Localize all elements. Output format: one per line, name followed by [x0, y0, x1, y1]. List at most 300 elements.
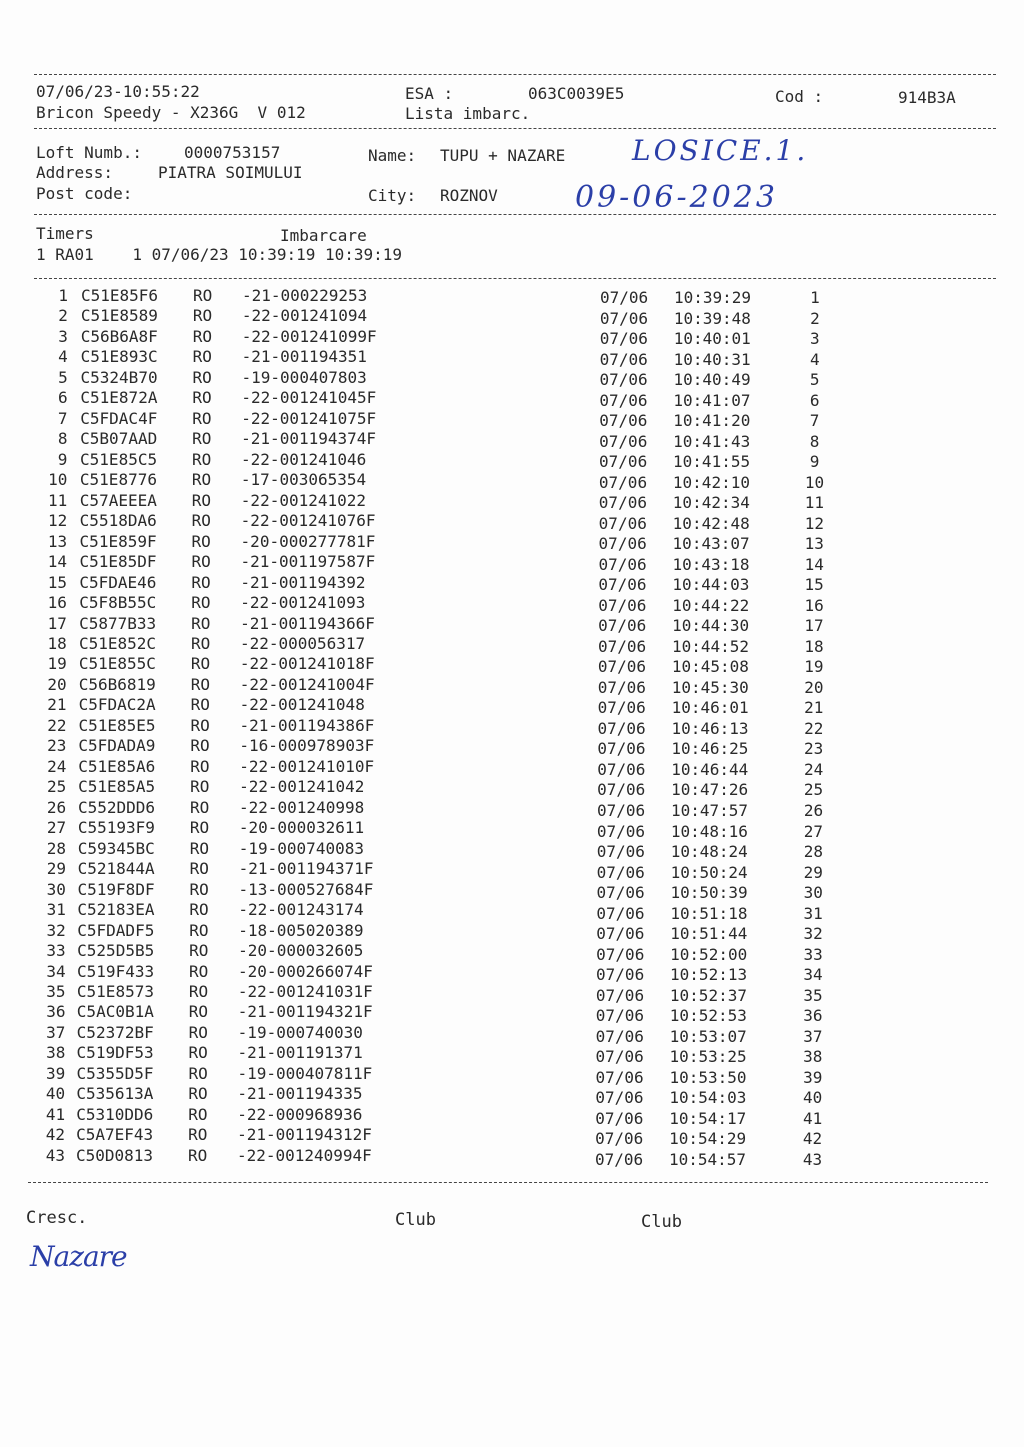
bird-number: 15 [47, 572, 67, 592]
bird-number: 10 [48, 470, 68, 490]
table-row [0, 347, 1024, 367]
club-label-2: Club [641, 1212, 682, 1232]
arrival-time: 10:39:29 [674, 288, 752, 307]
ring-number: -18-005020389 [238, 920, 364, 940]
arrival-date: 07/06 [596, 944, 645, 964]
country-code: RO [189, 838, 210, 858]
chip-id: C55193F9 [77, 818, 155, 838]
chip-id: C525D5B5 [77, 941, 155, 961]
table-row [0, 388, 1024, 408]
ring-number: -22-001241048 [239, 695, 365, 715]
ring-number: -20-000032611 [238, 818, 365, 838]
bird-number: 21 [47, 695, 67, 715]
country-code: RO [188, 1002, 209, 1022]
bird-number: 32 [46, 920, 66, 940]
country-code: RO [188, 1043, 208, 1063]
ring-number: -13-000527684F [238, 879, 374, 899]
chip-id: C5324B70 [80, 367, 158, 387]
arrival-date: 07/06 [599, 349, 648, 369]
ring-number: -20-000277781F [240, 531, 376, 551]
country-code: RO [192, 347, 212, 367]
arrival-time: 10:52:13 [670, 965, 748, 985]
bird-number: 28 [46, 838, 67, 858]
arrival-date: 07/06 [599, 308, 649, 328]
bird-number: 1 [58, 286, 68, 305]
rank: 13 [804, 534, 824, 554]
bird-number: 8 [57, 429, 68, 449]
table-row [0, 757, 1024, 777]
print-datetime: 07/06/23-10:55:22 [36, 82, 200, 101]
chip-id: C51E8589 [80, 306, 158, 326]
rank: 9 [809, 452, 820, 472]
rank: 11 [804, 493, 825, 513]
ring-number: -22-001241042 [239, 777, 365, 797]
rank: 4 [809, 349, 820, 369]
arrival-date: 07/06 [596, 883, 645, 903]
rank: 39 [803, 1067, 823, 1087]
ring-number: -22-001241075F [241, 408, 377, 428]
country-code: RO [191, 593, 211, 613]
bird-number: 30 [46, 879, 66, 899]
arrival-time: 10:42:48 [672, 513, 750, 533]
arrival-date: 07/06 [598, 493, 647, 513]
table-row [0, 920, 1024, 944]
city-value: ROZNOV [440, 186, 498, 205]
country-code: RO [191, 572, 211, 592]
rank: 23 [804, 739, 824, 759]
arrival-time: 10:51:44 [670, 924, 748, 944]
country-code: RO [191, 470, 212, 490]
table-row [0, 532, 1024, 552]
chip-id: C535613A [76, 1084, 154, 1104]
arrival-date: 07/06 [598, 595, 647, 615]
arrival-date: 07/06 [598, 554, 647, 574]
table-row [0, 470, 1024, 490]
chip-id: C5FDADF5 [77, 920, 155, 940]
arrival-date: 07/06 [599, 370, 648, 390]
bird-number: 43 [45, 1145, 65, 1165]
arrival-date: 07/06 [597, 677, 646, 697]
ring-number: -19-000740083 [238, 838, 364, 858]
arrival-time: 10:52:53 [669, 1006, 747, 1026]
rank: 22 [804, 718, 824, 738]
ring-number: -22-001241018F [239, 654, 375, 674]
table-row [0, 1063, 1024, 1087]
arrival-time: 10:41:07 [673, 390, 751, 410]
timer-line: 1 RA01 1 07/06/23 10:39:19 10:39:19 [36, 245, 403, 264]
arrival-time: 10:41:20 [673, 411, 751, 431]
arrival-time: 10:45:08 [671, 657, 749, 677]
table-row [0, 614, 1024, 634]
country-code: RO [192, 326, 213, 346]
chip-id: C5FDAC2A [78, 695, 156, 715]
country-code: RO [188, 1104, 208, 1124]
table-row [0, 327, 1024, 347]
ring-number: -22-001240998 [239, 797, 365, 817]
rank: 20 [804, 677, 824, 697]
chip-id: C51E8776 [79, 470, 157, 490]
chip-id: C51E8573 [76, 981, 154, 1001]
country-code: RO [190, 777, 210, 797]
arrival-time: 10:48:24 [670, 842, 748, 862]
arrival-date: 07/06 [597, 759, 646, 779]
rank: 21 [804, 698, 824, 718]
arrival-date: 07/06 [600, 288, 649, 307]
arrival-date: 07/06 [597, 636, 647, 656]
bird-number: 27 [46, 818, 67, 838]
rank: 33 [803, 944, 823, 964]
bird-number: 9 [57, 449, 68, 469]
country-code: RO [190, 695, 210, 715]
country-code: RO [191, 613, 211, 633]
ring-number: -21-000229253 [242, 286, 368, 305]
country-code: RO [188, 1084, 208, 1104]
bird-number: 14 [47, 552, 68, 572]
ring-number: -21-001194321F [237, 1002, 373, 1022]
arrival-time: 10:44:22 [672, 595, 750, 615]
ring-number: -22-001241031F [237, 981, 373, 1001]
country-code: RO [192, 306, 213, 326]
arrival-date: 07/06 [595, 1047, 644, 1067]
table-row [0, 961, 1024, 985]
arrival-time: 10:54:17 [669, 1108, 747, 1128]
bird-number: 23 [47, 736, 67, 756]
chip-id: C5518DA6 [79, 511, 157, 531]
arrival-time: 10:46:13 [671, 718, 749, 738]
chip-id: C52372BF [76, 1022, 154, 1042]
country-code: RO [189, 961, 209, 981]
table-row [0, 981, 1024, 1005]
country-code: RO [190, 797, 210, 817]
bird-number: 13 [47, 531, 68, 551]
rank: 37 [803, 1026, 823, 1046]
rank: 34 [803, 965, 823, 985]
table-row [0, 286, 1024, 306]
chip-id: C5B07AAD [80, 429, 158, 449]
table-row [0, 1084, 1024, 1108]
ring-number: -19-000407811F [237, 1063, 373, 1083]
table-row [0, 900, 1024, 923]
ring-number: -22-001241076F [240, 511, 376, 531]
chip-id: C519F8DF [77, 879, 155, 899]
chip-id: C519F433 [77, 961, 155, 981]
chip-id: C56B6819 [78, 674, 156, 694]
country-code: RO [189, 900, 209, 920]
country-code: RO [192, 367, 212, 387]
arrival-date: 07/06 [597, 718, 646, 738]
table-row [0, 409, 1024, 429]
arrival-date: 07/06 [599, 411, 648, 431]
arrival-date: 07/06 [596, 965, 645, 985]
chip-id: C51E852C [78, 633, 157, 653]
ring-number: -22-000968936 [237, 1104, 363, 1124]
ring-number: -21-001194371F [238, 859, 374, 879]
arrival-time: 10:52:00 [670, 944, 748, 964]
chip-id: C51E85A5 [78, 777, 156, 797]
bird-number: 42 [45, 1125, 66, 1145]
chip-id: C59345BC [77, 838, 155, 858]
bird-number: 5 [58, 367, 68, 387]
country-code: RO [190, 715, 210, 735]
table-row [0, 491, 1024, 511]
ring-number: -19-000407803 [241, 367, 367, 387]
ring-number: -21-001194374F [241, 429, 377, 449]
chip-id: C57AEEEA [79, 490, 157, 510]
chip-id: C5355D5F [76, 1063, 154, 1083]
country-code: RO [189, 859, 209, 879]
country-code: RO [191, 531, 211, 551]
arrival-time: 10:46:25 [671, 739, 749, 759]
chip-id: C52183EA [77, 900, 155, 920]
table-row [0, 593, 1024, 613]
ring-number: -22-001243174 [238, 900, 364, 920]
rank: 14 [804, 554, 824, 574]
table-row [0, 941, 1024, 964]
rank: 15 [804, 575, 824, 595]
country-code: RO [189, 818, 210, 838]
table-row [0, 879, 1024, 903]
country-code: RO [190, 736, 210, 756]
bird-number: 2 [58, 306, 68, 326]
rank: 32 [803, 924, 823, 944]
rank: 36 [803, 1006, 823, 1026]
chip-id: C521844A [77, 859, 155, 879]
bird-number: 29 [46, 859, 66, 879]
rank: 5 [809, 370, 820, 390]
arrival-time: 10:40:01 [673, 329, 751, 349]
bird-number: 18 [47, 633, 67, 653]
table-row [0, 1125, 1024, 1149]
arrival-time: 10:42:34 [672, 493, 750, 513]
arrival-date: 07/06 [597, 780, 646, 800]
table-row [0, 573, 1024, 593]
bird-number: 34 [46, 961, 66, 981]
chip-id: C51E85A6 [78, 756, 156, 776]
chip-id: C51E85DF [79, 552, 157, 572]
chip-id: C5FDADA9 [78, 736, 156, 756]
country-code: RO [192, 429, 212, 449]
arrival-date: 07/06 [597, 739, 646, 759]
table-row [0, 675, 1024, 695]
arrival-time: 10:53:07 [669, 1026, 747, 1046]
table-row [0, 450, 1024, 470]
bird-number: 40 [45, 1084, 66, 1104]
bird-number: 37 [46, 1022, 66, 1042]
header-divider [34, 128, 996, 129]
rank: 42 [802, 1129, 823, 1149]
table-row [0, 1002, 1024, 1026]
chip-id: C5F8B55C [79, 593, 157, 613]
arrival-date: 07/06 [597, 801, 646, 820]
table-row [0, 1022, 1024, 1046]
chip-id: C51E893C [80, 347, 158, 367]
loft-number-label: Loft Numb.: [36, 143, 142, 162]
chip-id: C50D0813 [75, 1145, 154, 1165]
table-row [0, 736, 1024, 759]
timers-title: Timers [36, 224, 94, 243]
bird-number: 39 [45, 1063, 66, 1083]
ring-number: -21-001194366F [240, 613, 375, 633]
country-code: RO [189, 920, 209, 940]
arrival-date: 07/06 [596, 924, 645, 944]
country-code: RO [189, 879, 209, 899]
esa-value: 063C0039E5 [528, 84, 625, 103]
arrival-time: 10:43:07 [672, 534, 750, 554]
bird-number: 7 [57, 408, 68, 428]
table-row [0, 695, 1024, 718]
rank: 28 [803, 842, 823, 862]
rank: 19 [804, 657, 824, 677]
country-code: RO [190, 633, 211, 653]
bird-number: 17 [47, 613, 67, 633]
country-code: RO [193, 286, 213, 305]
chip-id: C5FDAC4F [80, 408, 158, 428]
loft-divider [34, 214, 996, 215]
name-value: TUPU + NAZARE [440, 146, 566, 165]
loft-number-value: 0000753157 [184, 143, 281, 162]
chip-id: C51E85C5 [80, 449, 158, 469]
ring-number: -21-001194386F [239, 715, 375, 735]
arrival-time: 10:46:01 [671, 698, 749, 718]
bird-number: 16 [47, 593, 67, 613]
device-line: Bricon Speedy - X236G V 012 [36, 103, 306, 122]
chip-id: C5AC0B1A [76, 1002, 154, 1022]
arrival-date: 07/06 [598, 472, 648, 492]
table-row [0, 798, 1024, 818]
arrival-date: 07/06 [595, 985, 645, 1005]
bird-number: 26 [46, 797, 67, 817]
ring-number: -20-000266074F [238, 961, 373, 981]
ring-number: -21-001197587F [240, 552, 376, 572]
table-row [0, 552, 1024, 572]
postcode-label: Post code: [36, 184, 133, 203]
cod-value: 914B3A [898, 88, 956, 107]
chip-id: C51E872A [80, 388, 158, 408]
rank: 17 [804, 616, 824, 636]
arrival-time: 10:46:44 [671, 759, 749, 779]
cresc-label: Cresc. [26, 1208, 88, 1228]
table-row [0, 716, 1024, 736]
arrival-time: 10:52:37 [669, 985, 747, 1005]
bird-number: 36 [46, 1002, 66, 1022]
bird-number: 20 [47, 674, 67, 694]
ring-number: -22-001241022 [240, 490, 367, 510]
chip-id: C5310DD6 [76, 1104, 154, 1124]
bottom-divider [28, 1182, 988, 1183]
arrival-time: 10:53:50 [669, 1067, 747, 1087]
handwritten-location: LOSICE.1. [632, 134, 809, 167]
arrival-date: 07/06 [599, 329, 648, 349]
rank: 30 [803, 883, 823, 903]
ring-number: -22-001241045F [241, 388, 377, 408]
arrival-date: 07/06 [596, 903, 645, 923]
bird-number: 38 [46, 1043, 66, 1063]
table-row [0, 634, 1024, 654]
arrival-date: 07/06 [598, 616, 647, 636]
name-label: Name: [368, 146, 417, 165]
arrival-time: 10:48:16 [670, 821, 748, 841]
rank: 25 [803, 780, 824, 800]
table-row [0, 818, 1024, 841]
arrival-time: 10:54:03 [669, 1088, 747, 1108]
table-row [0, 838, 1024, 862]
country-code: RO [187, 1145, 208, 1165]
ring-number: -22-001241046 [241, 449, 367, 469]
rank: 16 [804, 595, 824, 615]
bird-number: 25 [47, 777, 67, 797]
country-code: RO [188, 1022, 208, 1042]
table-row [0, 368, 1024, 388]
bird-number: 33 [46, 941, 66, 961]
chip-id: C552DDD6 [78, 797, 156, 817]
ring-number: -22-001241099F [241, 326, 377, 346]
address-label: Address: [36, 163, 114, 182]
chip-id: C5A7EF43 [76, 1125, 154, 1145]
arrival-date: 07/06 [595, 1088, 644, 1108]
bird-number: 12 [47, 511, 68, 531]
country-code: RO [192, 388, 212, 408]
arrival-time: 10:44:03 [672, 575, 750, 595]
rank: 43 [802, 1149, 823, 1169]
top-divider [34, 74, 996, 75]
table-row [0, 654, 1024, 677]
rank: 10 [804, 472, 825, 492]
arrival-date: 07/06 [595, 1129, 644, 1149]
table-row [0, 306, 1024, 326]
ring-number: -16-000978903F [239, 736, 375, 756]
arrival-time: 10:45:30 [671, 677, 749, 697]
arrival-time: 10:42:10 [672, 472, 750, 492]
country-code: RO [190, 654, 211, 674]
table-row [0, 511, 1024, 531]
country-code: RO [190, 756, 210, 776]
rank: 27 [803, 821, 824, 841]
arrival-time: 10:43:18 [672, 554, 750, 574]
rank: 31 [803, 903, 823, 923]
arrival-date: 07/06 [599, 390, 648, 410]
rank: 8 [809, 431, 820, 451]
rank: 7 [809, 411, 820, 431]
rank: 38 [803, 1047, 823, 1067]
arrival-date: 07/06 [598, 513, 647, 533]
chip-id: C56B6A8F [80, 326, 158, 346]
country-code: RO [191, 552, 211, 572]
arrival-time: 10:50:24 [670, 862, 748, 882]
arrival-time: 10:54:57 [668, 1149, 747, 1169]
rank: 35 [803, 985, 823, 1005]
chip-id: C51E859F [79, 531, 157, 551]
country-code: RO [192, 408, 212, 428]
arrival-time: 10:41:43 [673, 431, 751, 451]
rank: 6 [809, 390, 820, 410]
ring-number: -22-001241004F [239, 674, 375, 694]
chip-id: C519DF53 [76, 1043, 154, 1063]
imbarcare-label: Imbarcare [280, 226, 367, 245]
country-code: RO [188, 1063, 208, 1083]
arrival-date: 07/06 [596, 862, 645, 882]
rank: 40 [803, 1088, 823, 1108]
arrival-date: 07/06 [598, 575, 647, 595]
arrival-time: 10:40:49 [673, 370, 751, 390]
rank: 24 [803, 759, 824, 779]
bird-number: 3 [58, 326, 68, 346]
club-label-1: Club [395, 1210, 436, 1230]
ring-number: -22-001241093 [240, 593, 366, 613]
arrival-date: 07/06 [596, 821, 646, 841]
arrival-time: 10:47:57 [671, 801, 749, 820]
arrival-date: 07/06 [595, 1006, 644, 1026]
rank: 29 [803, 862, 823, 882]
